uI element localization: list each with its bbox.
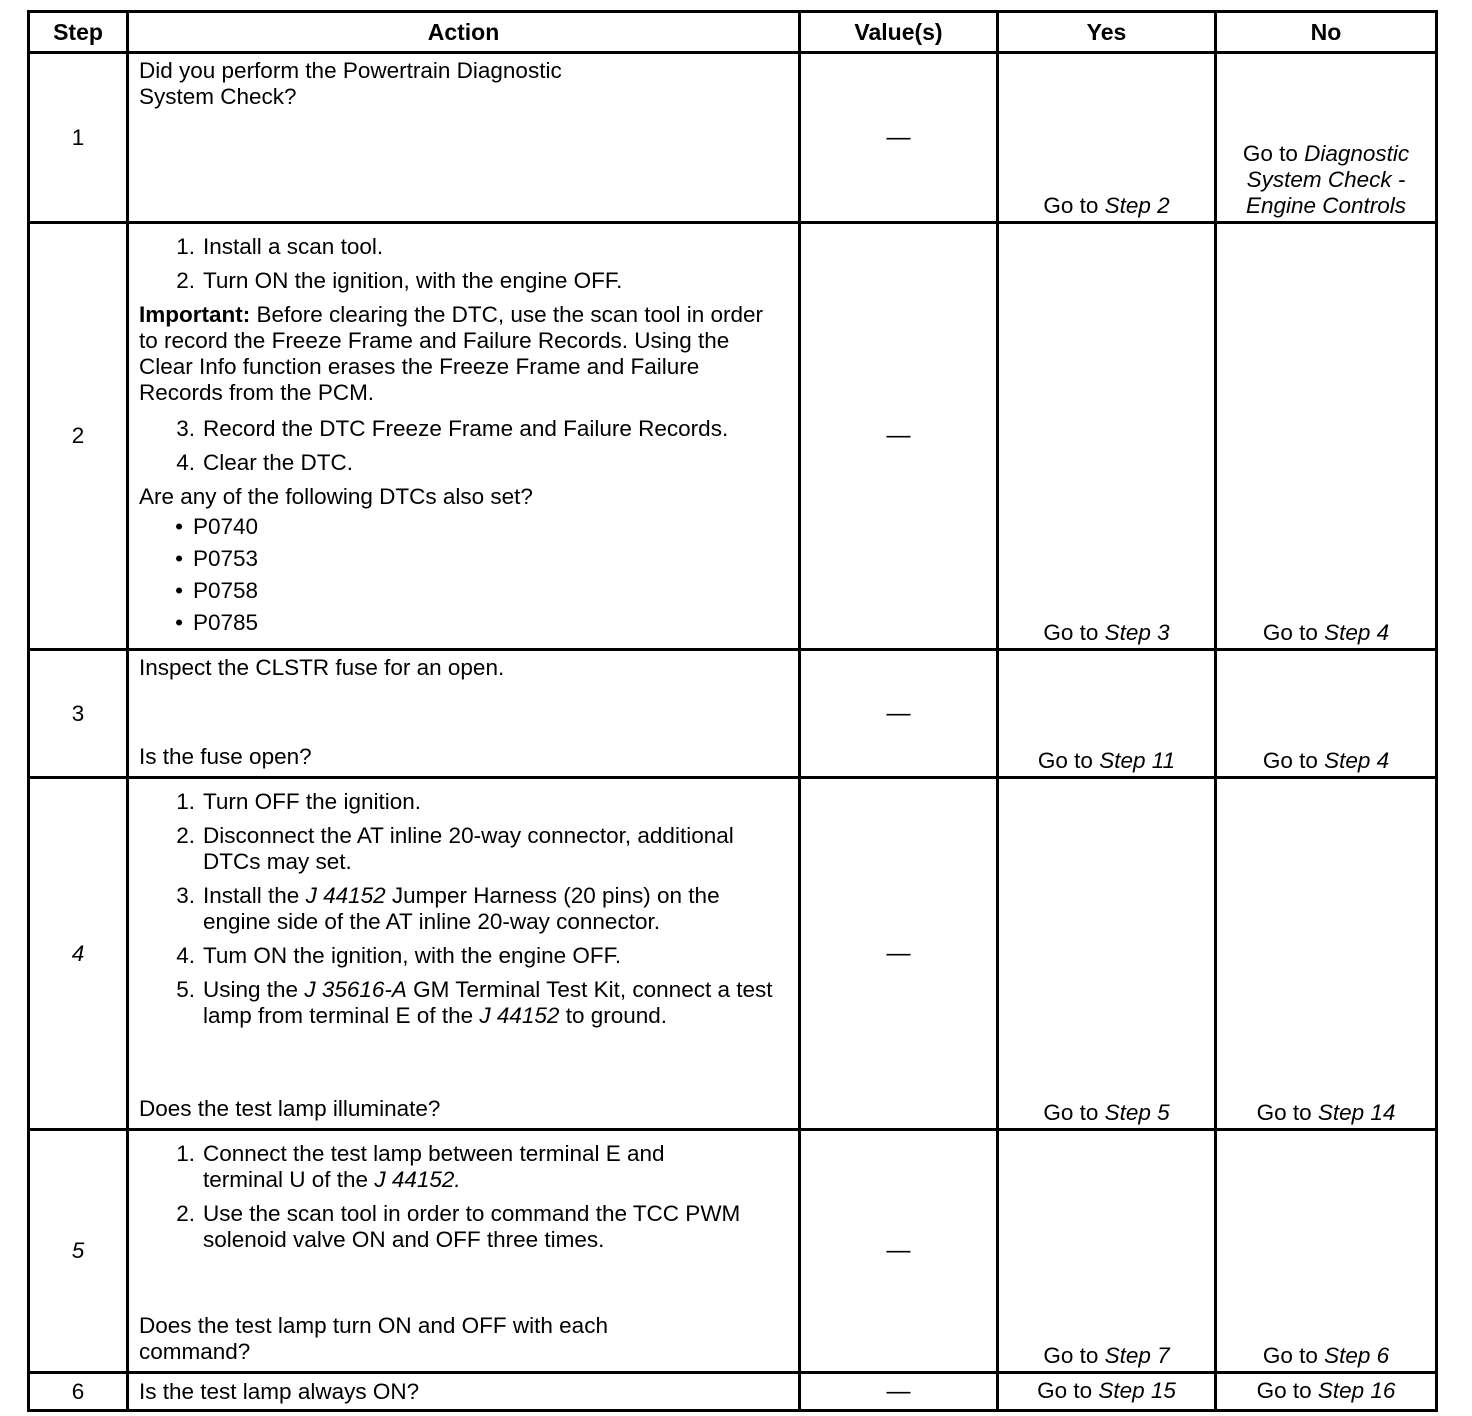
action-cell (128, 1373, 800, 1411)
item-text: Turn OFF the ignition. (203, 789, 422, 814)
important-text: Before clearing the DTC, use the scan tool in order to record the Freeze Frame and Failure Records. Using the Clear Info function erases the Freeze Frame and Failure Records from the PCM. (139, 302, 764, 405)
value-cell: — (800, 1373, 998, 1411)
yes-cell (998, 1130, 1216, 1373)
action-cell (128, 53, 800, 223)
action-cell (128, 650, 800, 778)
no-prefix: Go to (1262, 1343, 1318, 1368)
header-action: Action (128, 12, 800, 53)
action-step-item (139, 883, 788, 935)
item-text (203, 1141, 723, 1193)
yes-prefix: Go to (1043, 1100, 1099, 1125)
table-row-step-4 (29, 778, 1437, 1130)
item-text (203, 883, 788, 935)
table-row-step-5 (29, 1130, 1437, 1373)
item-text-part: Using the (203, 977, 299, 1002)
item-number: 2. (176, 1201, 195, 1226)
tool-number: J 44152 (479, 1003, 560, 1028)
item-number: 5. (176, 977, 195, 1002)
item-text: Record the DTC Freeze Frame and Failure Records. (203, 416, 729, 441)
action-step-item (139, 234, 788, 260)
no-target: Step 6 (1324, 1343, 1390, 1368)
yes-prefix: Go to (1037, 1377, 1093, 1403)
yes-target: Step 15 (1098, 1377, 1176, 1403)
action-step-item (139, 789, 788, 815)
step-number: 1 (29, 53, 128, 223)
item-text: Use the scan tool in order to command the TCC PWM solenoid valve ON and OFF three times. (203, 1201, 741, 1252)
action-step-item (139, 416, 788, 442)
header-step: Step (29, 12, 128, 53)
yes-prefix: Go to (1043, 1343, 1099, 1368)
no-target: Step 16 (1317, 1377, 1396, 1403)
dtc-list (139, 514, 788, 636)
yes-target: Step 11 (1099, 748, 1176, 773)
action-steps (139, 416, 788, 476)
item-number: 1. (176, 789, 195, 814)
value-cell: — (800, 53, 998, 223)
tool-number: J 44152 (305, 883, 386, 908)
item-text: Disconnect the AT inline 20-way connector, additional DTCs may set. (203, 823, 734, 874)
step-number: 5 (29, 1130, 128, 1373)
action-question: Are any of the following DTCs also set? (139, 484, 533, 509)
action-steps (139, 1141, 788, 1253)
no-cell (1216, 1373, 1437, 1411)
yes-target: Step 3 (1104, 620, 1170, 645)
list-item (139, 610, 788, 636)
yes-cell (998, 778, 1216, 1130)
header-values: Value(s) (800, 12, 998, 53)
item-number: 4. (176, 943, 195, 968)
action-step-item (139, 1201, 788, 1253)
yes-prefix: Go to (1043, 193, 1099, 218)
item-text-part: Jumper Harness (20 pins) on the engine side of the AT inline 20-way connector. (203, 883, 720, 934)
dtc-code: P0753 (193, 546, 259, 571)
action-step-item (139, 450, 788, 476)
header-row (29, 12, 1437, 53)
action-question: Is the fuse open? (139, 744, 312, 769)
no-cell (1216, 53, 1437, 223)
action-cell (128, 778, 800, 1130)
action-step-item (139, 823, 788, 875)
yes-target: Step 7 (1104, 1343, 1170, 1368)
no-target: Step 14 (1317, 1100, 1396, 1125)
action-question: Does the test lamp illuminate? (139, 1096, 441, 1121)
value-cell: — (800, 223, 998, 650)
item-text: Clear the DTC. (203, 450, 354, 475)
tool-number: J 35616-A (304, 977, 407, 1002)
item-text: Install a scan tool. (203, 234, 384, 259)
no-cell (1216, 650, 1437, 778)
no-prefix: Go to (1256, 1100, 1312, 1125)
item-text: Turn ON the ignition, with the engine OFF. (203, 268, 623, 293)
item-number: 3. (176, 883, 195, 908)
no-cell (1216, 778, 1437, 1130)
table-row-step-6 (29, 1373, 1437, 1411)
bullet: • (175, 610, 183, 635)
step-number: 3 (29, 650, 128, 778)
no-target: Step 4 (1324, 748, 1390, 773)
table-row-step-1 (29, 53, 1437, 223)
item-number: 3. (176, 416, 195, 441)
yes-target: Step 2 (1104, 193, 1170, 218)
list-item (139, 546, 788, 572)
action-steps (139, 234, 788, 294)
list-item (139, 578, 788, 604)
action-cell (128, 1130, 800, 1373)
item-text-part: GM Terminal Test Kit, connect a test lamp from terminal E of the (203, 977, 773, 1028)
no-target: Step 4 (1324, 620, 1390, 645)
action-cell (128, 223, 800, 650)
action-steps (139, 789, 788, 1029)
bullet: • (175, 546, 183, 571)
yes-prefix: Go to (1037, 748, 1093, 773)
table-row-step-2 (29, 223, 1437, 650)
item-number: 2. (176, 823, 195, 848)
item-number: 1. (176, 234, 195, 259)
item-text-part: Connect the test lamp between terminal E and terminal U of the (203, 1141, 665, 1192)
yes-prefix: Go to (1043, 620, 1099, 645)
no-prefix: Go to (1256, 1377, 1312, 1403)
bullet: • (175, 514, 183, 539)
yes-cell (998, 223, 1216, 650)
step-number: 4 (29, 778, 128, 1130)
action-step-item (139, 1141, 788, 1193)
action-step-item (139, 268, 788, 294)
action-question: Did you perform the Powertrain Diagnostic System Check? (139, 58, 562, 109)
step-number: 6 (29, 1373, 128, 1411)
action-question: Does the test lamp turn ON and OFF with each command? (139, 1313, 608, 1364)
item-text: Tum ON the ignition, with the engine OFF. (203, 943, 622, 968)
tool-number: J 44152. (374, 1167, 461, 1192)
dtc-code: P0785 (193, 610, 259, 635)
bullet: • (175, 578, 183, 603)
action-question: Is the test lamp always ON? (139, 1378, 420, 1404)
value-cell: — (800, 650, 998, 778)
no-cell (1216, 1130, 1437, 1373)
value-cell: — (800, 778, 998, 1130)
diagnostic-table (27, 10, 1438, 1412)
no-prefix: Go to (1262, 748, 1318, 773)
item-text-part: to ground. (565, 1003, 668, 1028)
no-prefix: Go to (1242, 141, 1298, 166)
action-step-item (139, 943, 788, 969)
action-text: Inspect the CLSTR fuse for an open. (139, 655, 505, 680)
no-cell (1216, 223, 1437, 650)
header-yes: Yes (998, 12, 1216, 53)
action-step-item (139, 977, 788, 1029)
yes-cell (998, 53, 1216, 223)
no-target: Diagnostic System Check - Engine Controls (1245, 141, 1410, 218)
header-no: No (1216, 12, 1437, 53)
item-text-part: Install the (203, 883, 300, 908)
important-note (139, 302, 788, 406)
list-item (139, 514, 788, 540)
yes-cell (998, 1373, 1216, 1411)
yes-target: Step 5 (1104, 1100, 1170, 1125)
step-number: 2 (29, 223, 128, 650)
important-label: Important: (139, 302, 251, 327)
item-number: 1. (176, 1141, 195, 1166)
yes-cell (998, 650, 1216, 778)
dtc-code: P0758 (193, 578, 259, 603)
item-number: 2. (176, 268, 195, 293)
table-row-step-3 (29, 650, 1437, 778)
no-prefix: Go to (1262, 620, 1318, 645)
value-cell: — (800, 1130, 998, 1373)
item-text (203, 977, 788, 1029)
dtc-code: P0740 (193, 514, 259, 539)
item-number: 4. (176, 450, 195, 475)
